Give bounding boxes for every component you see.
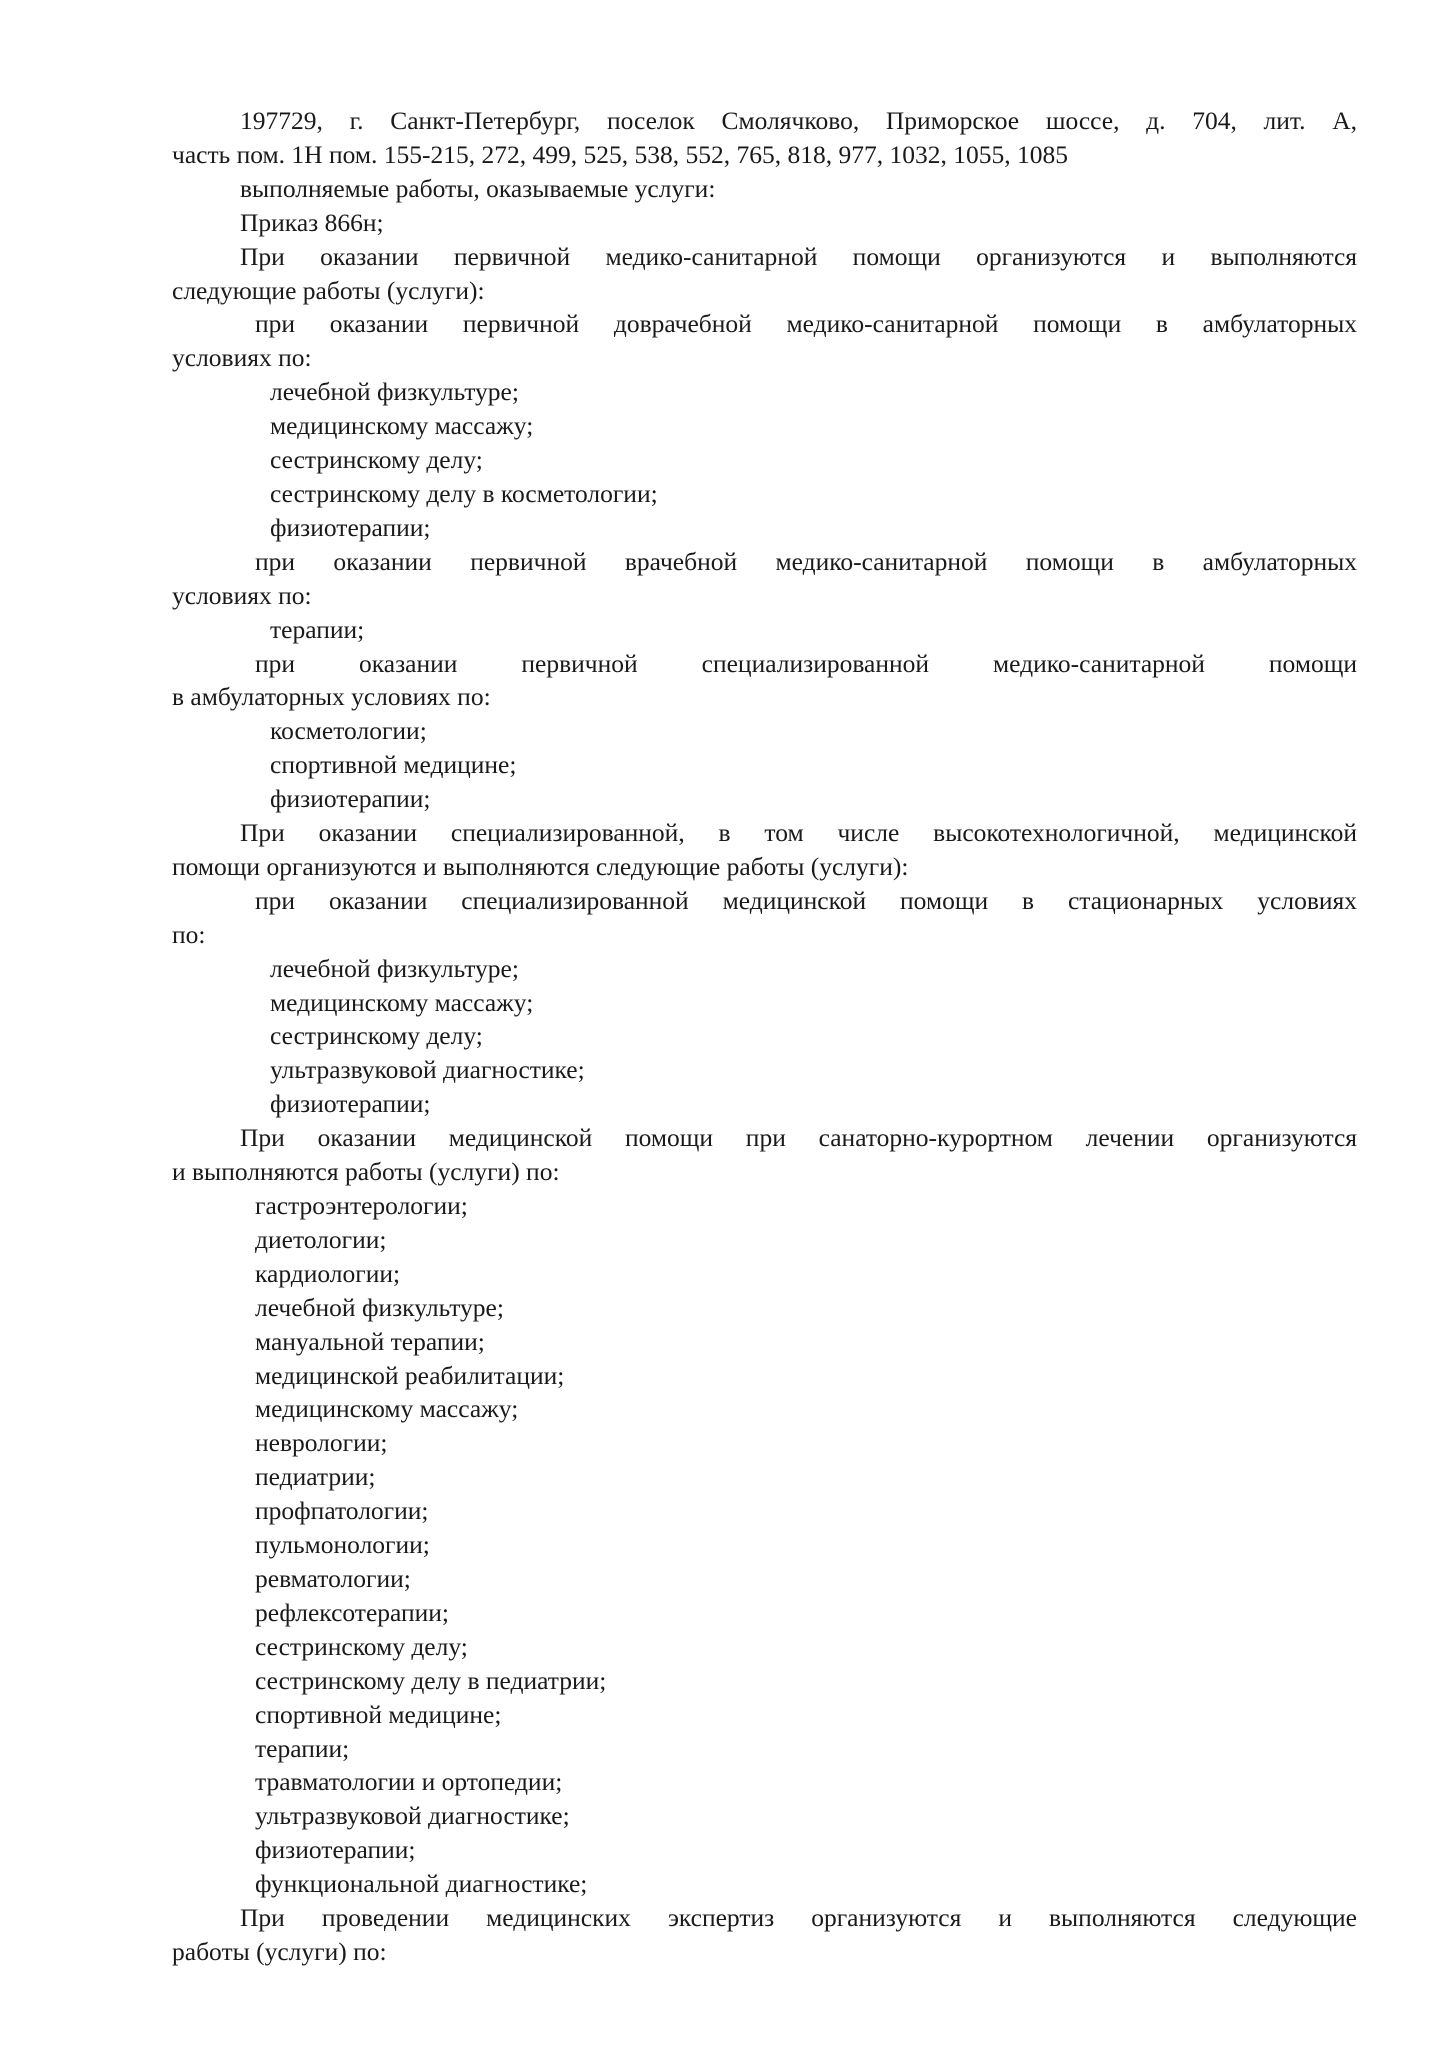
text-line: ультразвуковой диагностике; <box>270 1055 585 1085</box>
text-line: гастроэнтерологии; <box>255 1191 468 1220</box>
text-line: физиотерапии; <box>270 784 431 814</box>
text-line: профпатологии; <box>255 1496 429 1526</box>
text-line: выполняемые работы, оказываемые услуги: <box>240 173 716 203</box>
text-line: спортивной медицине; <box>270 750 517 780</box>
text-line: медицинскому массажу; <box>255 1394 519 1424</box>
text-line: При оказании медицинской помощи при санаторно-курортном лечении организуются <box>240 1123 1357 1153</box>
text-line: неврологии; <box>255 1428 388 1458</box>
text-line: педиатрии; <box>255 1462 376 1492</box>
text-line: сестринскому делу; <box>270 1021 483 1051</box>
text-line: физиотерапии; <box>270 1089 431 1119</box>
text-line: ультразвуковой диагностике; <box>255 1801 570 1831</box>
text-line: лечебной физкультуре; <box>270 953 519 983</box>
text-line: лечебной физкультуре; <box>255 1292 504 1322</box>
text-line: в амбулаторных условиях по: <box>172 682 491 712</box>
text-line: условиях по: <box>172 580 312 610</box>
text-line: терапии; <box>270 614 365 644</box>
text-line: косметологии; <box>270 716 427 746</box>
text-line: условиях по: <box>172 343 312 373</box>
text-line: При оказании специализированной, в том числе высокотехнологичной, медицинской <box>240 818 1357 848</box>
text-line: физиотерапии; <box>270 512 431 542</box>
text-line: Приказ 866н; <box>240 207 384 237</box>
text-line: работы (услуги) по: <box>172 1936 387 1966</box>
text-line: помощи организуются и выполняются следующие работы (услуги): <box>172 851 909 881</box>
text-line: лечебной физкультуре; <box>270 377 519 407</box>
text-line: при оказании специализированной медицинской помощи в стационарных условиях <box>255 885 1357 915</box>
text-line: медицинскому массажу; <box>270 987 534 1017</box>
text-line: и выполняются работы (услуги) по: <box>172 1157 560 1187</box>
text-line: при оказании первичной специализированной медико-санитарной помощи <box>255 648 1357 678</box>
text-line: при оказании первичной врачебной медико-санитарной помощи в амбулаторных <box>255 546 1357 576</box>
text-line: спортивной медицине; <box>255 1699 502 1729</box>
text-line: сестринскому делу; <box>270 445 483 475</box>
text-line: При проведении медицинских экспертиз организуются и выполняются следующие <box>240 1903 1357 1933</box>
text-line: следующие работы (услуги): <box>172 275 485 305</box>
text-line: кардиологии; <box>255 1258 401 1288</box>
text-line: медицинской реабилитации; <box>255 1360 565 1390</box>
text-line: функциональной диагностике; <box>255 1869 588 1899</box>
text-line: при оказании первичной доврачебной медико-санитарной помощи в амбулаторных <box>255 309 1357 339</box>
text-line: сестринскому делу в косметологии; <box>270 478 658 508</box>
text-line: мануальной терапии; <box>255 1326 485 1356</box>
text-line: рефлексотерапии; <box>255 1597 450 1627</box>
text-line: диетологии; <box>255 1224 387 1254</box>
text-line: сестринскому делу в педиатрии; <box>255 1665 607 1695</box>
text-line: физиотерапии; <box>255 1835 416 1865</box>
text-line: 197729, г. Санкт-Петербург, поселок Смолячково, Приморское шоссе, д. 704, лит. А, <box>240 106 1357 135</box>
text-line: пульмонологии; <box>255 1530 430 1560</box>
text-line: терапии; <box>255 1733 350 1763</box>
text-line: сестринскому делу; <box>255 1631 468 1661</box>
text-line: по: <box>172 919 206 949</box>
text-line: медицинскому массажу; <box>270 411 534 441</box>
text-line: часть пом. 1Н пом. 155-215, 272, 499, 525, 538, 552, 765, 818, 977, 1032, 1055, 1085 <box>172 139 1068 169</box>
text-line: При оказании первичной медико-санитарной помощи организуются и выполняются <box>240 241 1357 271</box>
text-line: ревматологии; <box>255 1563 411 1593</box>
text-line: травматологии и ортопедии; <box>255 1767 563 1797</box>
